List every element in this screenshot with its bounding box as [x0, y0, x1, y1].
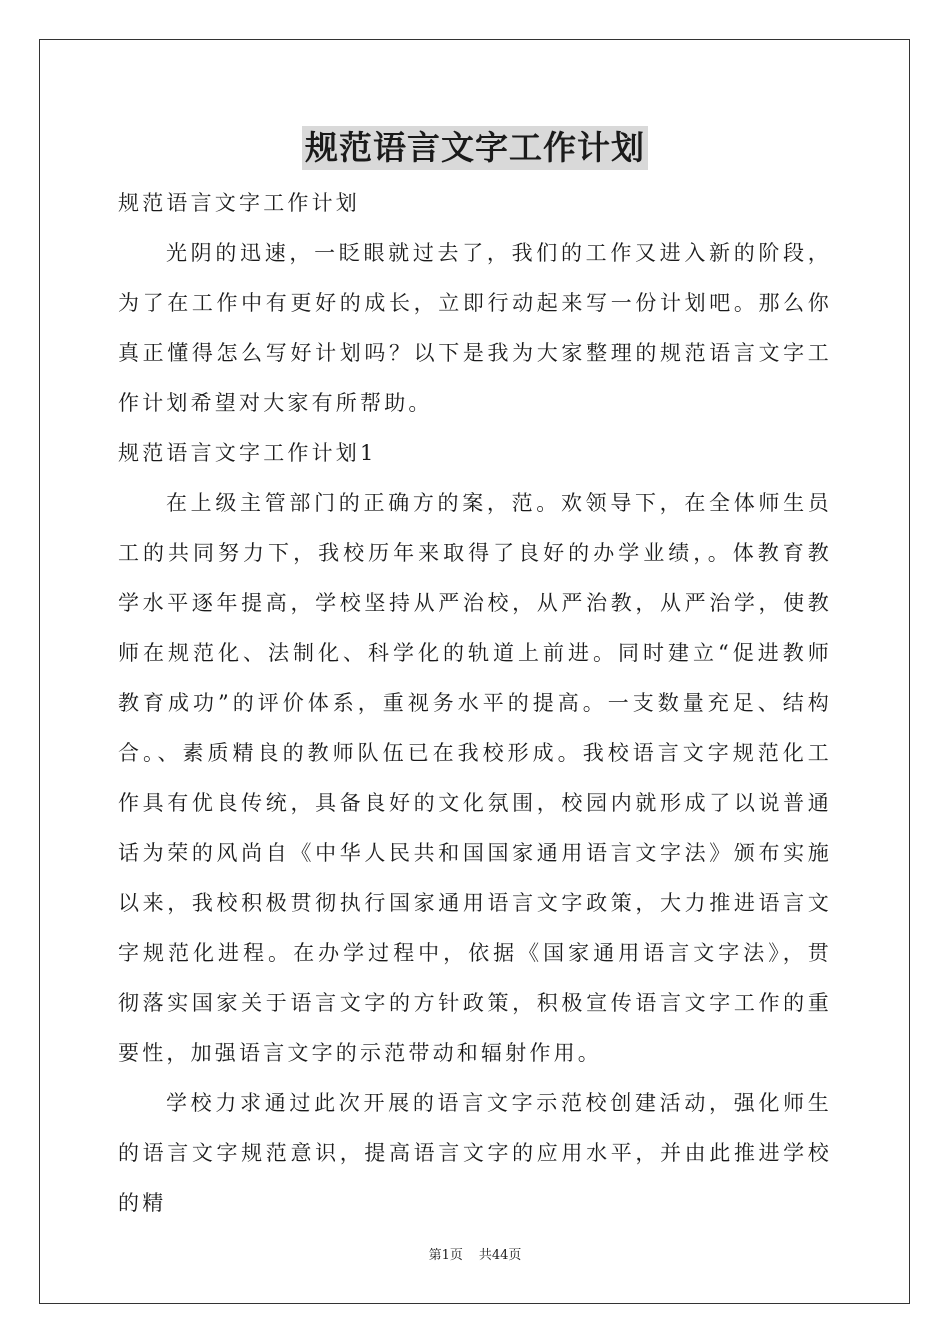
- document-body: [118, 178, 832, 1228]
- page-total: 共44页: [478, 1248, 522, 1263]
- document-title: 规范语言文字工作计划: [302, 126, 648, 170]
- paragraph: 在上级主管部门的正确方的案，范。欢领导下，在全体师生员工的共同努力下，我校历年来取得了良好的办学业绩，。体教育教学水平逐年提高，学校坚持从严治校，从严治教，从严治学，使教师在规范化、法制化、科学化的轨道上前进。同时建立“促进教师教育成功”的评价体系，重视务水平的提高。一支数量充足、结构合。、素质精良的教师队伍已在我校形成。我校语言文字规范化工作具有优良传统，具备良好的文化氛围，校园内就形成了以说普通话为荣的风尚自《中华人民共和国国家通用语言文字法》颁布实施以来，我校积极贯彻执行国家通用语言文字政策，大力推进语言文字规范化进程。在办学过程中，依据《国家通用语言文字法》，贯彻落实国家关于语言文字的方针政策，积极宣传语言文字工作的重要性，加强语言文字的示范带动和辐射作用。: [118, 491, 832, 1065]
- paragraph: 规范语言文字工作计划: [118, 191, 360, 215]
- paragraph: 规范语言文字工作计划1: [118, 441, 377, 465]
- page-number: 第1页: [428, 1248, 463, 1263]
- paragraph: 学校力求通过此次开展的语言文字示范校创建活动，强化师生的语言文字规范意识，提高语言文字的应用水平，并由此推进学校的精: [118, 1091, 832, 1215]
- title-container: [0, 126, 950, 170]
- paragraph: 光阴的迅速，一眨眼就过去了，我们的工作又进入新的阶段，为了在工作中有更好的成长，立即行动起来写一份计划吧。那么你真正懂得怎么写好计划吗？以下是我为大家整理的规范语言文字工作计划希望对大家有所帮助。: [118, 241, 832, 415]
- page-footer: [0, 1247, 950, 1265]
